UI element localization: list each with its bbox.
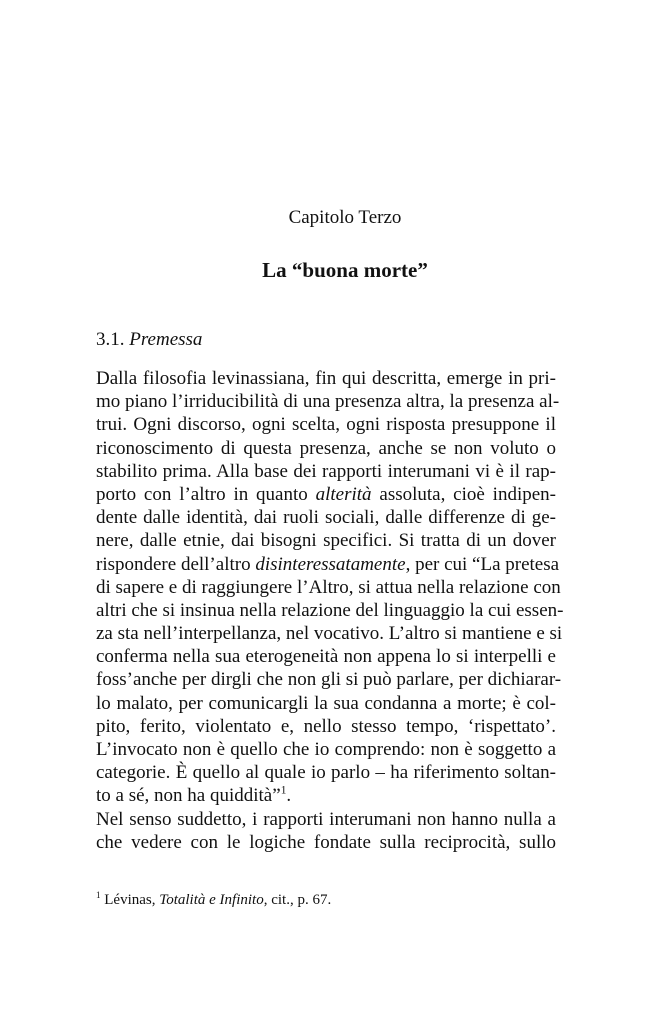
text-run: che vedere con le logiche fondate sulla reciprocità, sullo [96, 831, 556, 853]
text-run: categorie. È quello al quale io parlo – ha riferimento soltan- [96, 762, 556, 784]
text-run: to a sé, non ha quiddità” [96, 785, 281, 807]
text-run: altri che si insinua nella relazione del linguaggio la cui essen- [96, 599, 564, 621]
footnote-work: Totalità e Infinito [159, 892, 264, 908]
text-line [96, 784, 556, 807]
text-line [96, 576, 561, 599]
footnote-author: Lévinas, [104, 892, 160, 908]
text-run: trui. Ogni discorso, ogni scelta, ogni risposta presuppone il [96, 414, 556, 436]
text-run: za sta nell’interpellanza, nel vocativo. L’altro si mantiene e si [96, 623, 563, 645]
text-run: pito, ferito, violentato e, nello stesso tempo, ‘rispettato’. [96, 715, 556, 737]
text-line [96, 529, 556, 552]
section-heading [96, 328, 202, 352]
text-run: lo malato, per comunicargli la sua condanna a morte; è col- [96, 692, 556, 714]
text-run: rispondere dell’altro [96, 553, 256, 575]
text-line [96, 506, 556, 529]
text-line [96, 668, 562, 691]
text-run: riconoscimento di questa presenza, anche se non voluto o [96, 437, 556, 459]
text-run: , per cui “La pretesa [405, 553, 560, 575]
text-line [96, 761, 556, 784]
text-line [96, 831, 556, 854]
chapter-title: La “buona morte” [262, 258, 428, 282]
italic-term: alterità [315, 483, 372, 505]
text-run: assoluta, cioè indipen- [371, 483, 556, 505]
text-line [96, 483, 556, 506]
text-run: foss’anche per dirgli che non gli si può parlare, per dichiarar- [96, 669, 562, 691]
body-paragraph [96, 367, 564, 854]
text-run: di sapere e di raggiungere l’Altro, si attua nella relazione con [96, 576, 561, 598]
text-line [96, 413, 556, 436]
chapter-label: Capitolo Terzo [288, 207, 402, 228]
text-line [96, 715, 556, 738]
text-line [96, 622, 563, 645]
text-run: nere, dalle etnie, dai bisogni specifici. Si tratta di un dover [96, 530, 556, 552]
text-run: . [286, 785, 292, 807]
text-run: stabilito prima. Alla base dei rapporti interumani vi è il rap- [96, 460, 556, 482]
footnote-marker: 1 [96, 890, 101, 901]
text-run: L’invocato non è quello che io comprendo: non è soggetto a [96, 739, 556, 760]
text-run: porto con l’altro in quanto [96, 483, 316, 505]
text-run: conferma nella sua eterogeneità non appena lo si interpelli e [96, 646, 556, 668]
text-line [96, 437, 556, 460]
text-line [96, 553, 560, 576]
section-number: 3.1. [96, 329, 125, 350]
text-line [96, 390, 560, 413]
text-line [96, 808, 556, 831]
text-line [96, 460, 556, 483]
text-run: Dalla filosofia levinassiana, fin qui descritta, emerge in pri- [96, 368, 556, 389]
text-line [96, 645, 556, 668]
text-run: dente dalle identità, dai ruoli sociali, dalle differenze di ge- [96, 507, 556, 529]
footnote-citation: , cit., p. 67. [263, 892, 332, 908]
text-run: Nel senso suddetto, i rapporti interumani non hanno nulla a [96, 808, 556, 830]
text-line [96, 599, 564, 622]
text-line [96, 692, 556, 715]
section-title: Premessa [129, 329, 203, 350]
text-run: mo piano l’irriducibilità di una presenza altra, la presenza al- [96, 391, 560, 413]
italic-term: disinteressatamente [255, 553, 406, 575]
footnote [96, 890, 331, 910]
footnote-reference: 1 [280, 784, 287, 797]
text-line [96, 367, 556, 390]
text-line [96, 738, 556, 761]
